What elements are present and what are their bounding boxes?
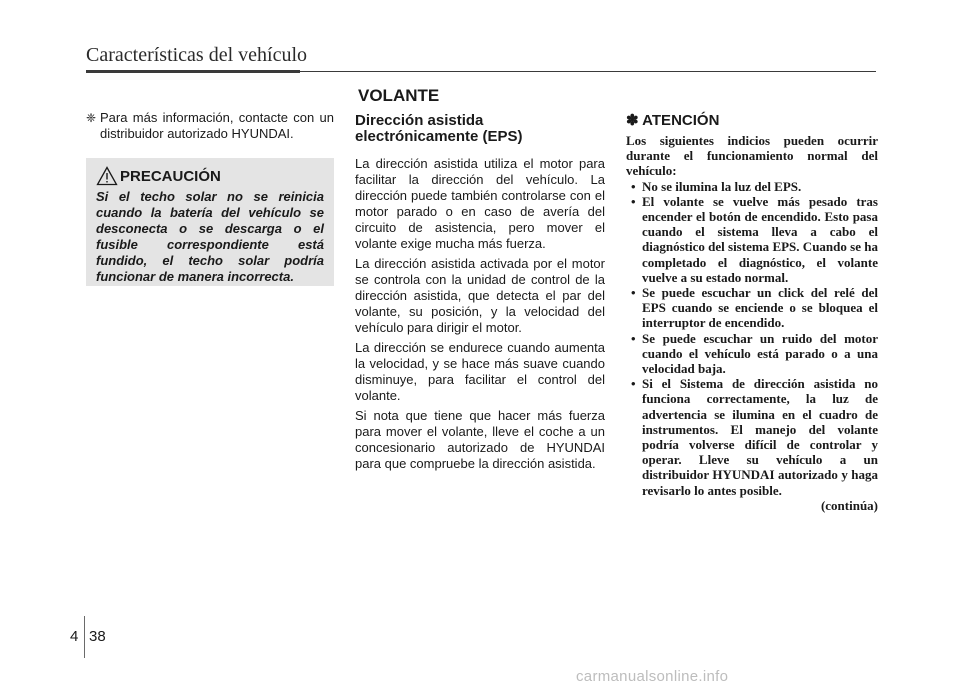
attention-list — [626, 179, 878, 498]
caution-box — [86, 158, 334, 286]
page-divider — [84, 616, 85, 658]
eps-paragraph-2: La dirección asistida activada por el motor se controla con la unidad de control de la dirección asistida, que detecta el par del volante, su posición, y la velocidad del vehículo para dirigir el motor. — [355, 256, 605, 335]
eps-paragraph-1: La dirección asistida utiliza el motor para facilitar la dirección del vehículo. La dirección puede también controlarse con el motor parado o en caso de avería del circuito de asistencia, pero mover el volante exige mucha más fuerza. — [355, 156, 605, 251]
caution-header — [96, 164, 324, 186]
info-note — [86, 110, 334, 142]
bullet-icon: • — [631, 330, 636, 346]
middle-column — [355, 113, 605, 476]
bullet-icon: • — [631, 178, 636, 194]
caution-title: PRECAUCIÓN — [120, 168, 221, 185]
list-item: • No se ilumina la luz del EPS. — [631, 178, 802, 194]
right-column — [626, 112, 878, 513]
eps-heading: Dirección asistida electrónicamente (EPS) — [355, 112, 523, 145]
note-mark-icon: ❈ — [86, 111, 97, 125]
list-item: • Si el Sistema de dirección asistida no funciona correctamente, la luz de advertencia se ilumina en el cuadro de instrumentos. El manejo del volante podría volverse difícil de controlar y operar. Lleve su vehículo a un distribuidor HYUNDAI autorizado y haga revisarlo lo antes posible. — [631, 376, 878, 498]
eps-paragraph-3: La dirección se endurece cuando aumenta la velocidad, y se hace más suave cuando disminuye, para facilitar el control del volante. — [355, 340, 605, 403]
caution-text: Si el techo solar no se reinicia cuando la batería del vehículo se desconecta o se descarga o el fusible correspondiente está fundido, el techo solar podría funcionar de manera incorrecta. — [96, 189, 324, 284]
left-column — [86, 110, 334, 142]
continued-label: (continúa) — [820, 497, 878, 513]
page-number: 38 — [89, 628, 106, 645]
attention-title: ✽ ATENCIÓN — [626, 112, 720, 129]
note-text: Para más información, contacte con un distribuidor autorizado HYUNDAI. — [100, 110, 334, 141]
warning-triangle-icon — [96, 166, 118, 186]
bullet-icon: • — [631, 285, 636, 301]
bullet-icon: • — [631, 376, 636, 392]
attention-intro: Los siguientes indicios pueden ocurrir durante el funcionamiento normal del vehículo: — [626, 133, 878, 179]
watermark: carmanualsonline.info — [576, 668, 729, 685]
bullet-icon: • — [631, 193, 636, 209]
header-title: Características del vehículo — [86, 44, 308, 66]
list-item: • Se puede escuchar un ruido del motor cuando el vehículo está parado o a una velocidad baja. — [631, 330, 878, 377]
list-item: • Se puede escuchar un click del relé del EPS cuando se enciende o se bloquea el interruptor de encendido. — [631, 285, 878, 331]
list-item: • El volante se vuelve más pesado tras encender el botón de encendido. Esto pasa cuando el sistema lleva a cabo el diagnóstico del sistema EPS. Cuando se ha completado el diagnóstico, el volante vuelve a su estado normal. — [631, 193, 878, 285]
chapter-number: 4 — [70, 628, 79, 645]
section-title: VOLANTE — [358, 86, 440, 105]
header-rule — [86, 71, 876, 72]
eps-paragraph-4: Si nota que tiene que hacer más fuerza para mover el volante, lleve el coche a un concesionario autorizado de HYUNDAI para que compruebe la dirección asistida. — [355, 408, 605, 471]
